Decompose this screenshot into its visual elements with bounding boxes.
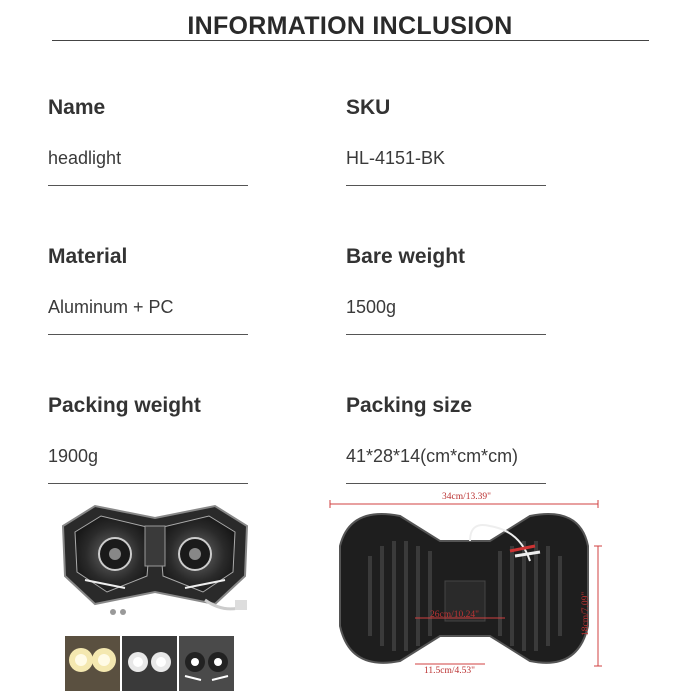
dimension-height-label: 18cm/7.09" bbox=[581, 591, 591, 636]
field-label-name: Name bbox=[48, 96, 106, 119]
field-divider bbox=[48, 483, 248, 484]
thumbnail-drl-light bbox=[179, 636, 234, 691]
field-value-name: headlight bbox=[48, 148, 122, 168]
headlight-rear-dimension-image bbox=[320, 486, 610, 686]
thumbnail-warm-light bbox=[65, 636, 120, 691]
field-bare-weight bbox=[346, 245, 546, 335]
field-material bbox=[48, 245, 248, 335]
field-label-sku: SKU bbox=[346, 96, 391, 119]
field-value-packing-weight: 1900g bbox=[48, 446, 99, 466]
field-divider bbox=[48, 334, 248, 335]
page-title: INFORMATION INCLUSION bbox=[187, 12, 513, 40]
field-label-bare-weight: Bare weight bbox=[346, 245, 466, 268]
field-label-packing-weight: Packing weight bbox=[48, 394, 201, 417]
field-label-packing-size: Packing size bbox=[346, 394, 473, 417]
field-value-bare-weight: 1500g bbox=[346, 297, 397, 317]
field-divider bbox=[346, 334, 546, 335]
field-value-packing-size: 41*28*14(cm*cm*cm) bbox=[346, 446, 519, 466]
field-packing-weight bbox=[48, 394, 248, 484]
field-value-sku: HL-4151-BK bbox=[346, 148, 446, 168]
dimension-inner-width-label: 26cm/10.24" bbox=[430, 610, 479, 620]
field-name bbox=[48, 96, 248, 186]
field-divider bbox=[346, 483, 546, 484]
dimension-lamp-width-label: 11.5cm/4.53" bbox=[424, 666, 476, 676]
field-label-material: Material bbox=[48, 245, 128, 268]
field-packing-size bbox=[346, 394, 546, 484]
field-sku bbox=[346, 96, 546, 186]
dimension-width-label: 34cm/13.39" bbox=[442, 492, 491, 502]
headlight-front-image bbox=[55, 496, 255, 624]
field-value-material: Aluminum + PC bbox=[48, 297, 174, 317]
title-divider bbox=[52, 40, 649, 41]
field-divider bbox=[346, 185, 546, 186]
thumbnail-white-light bbox=[122, 636, 177, 691]
field-divider bbox=[48, 185, 248, 186]
